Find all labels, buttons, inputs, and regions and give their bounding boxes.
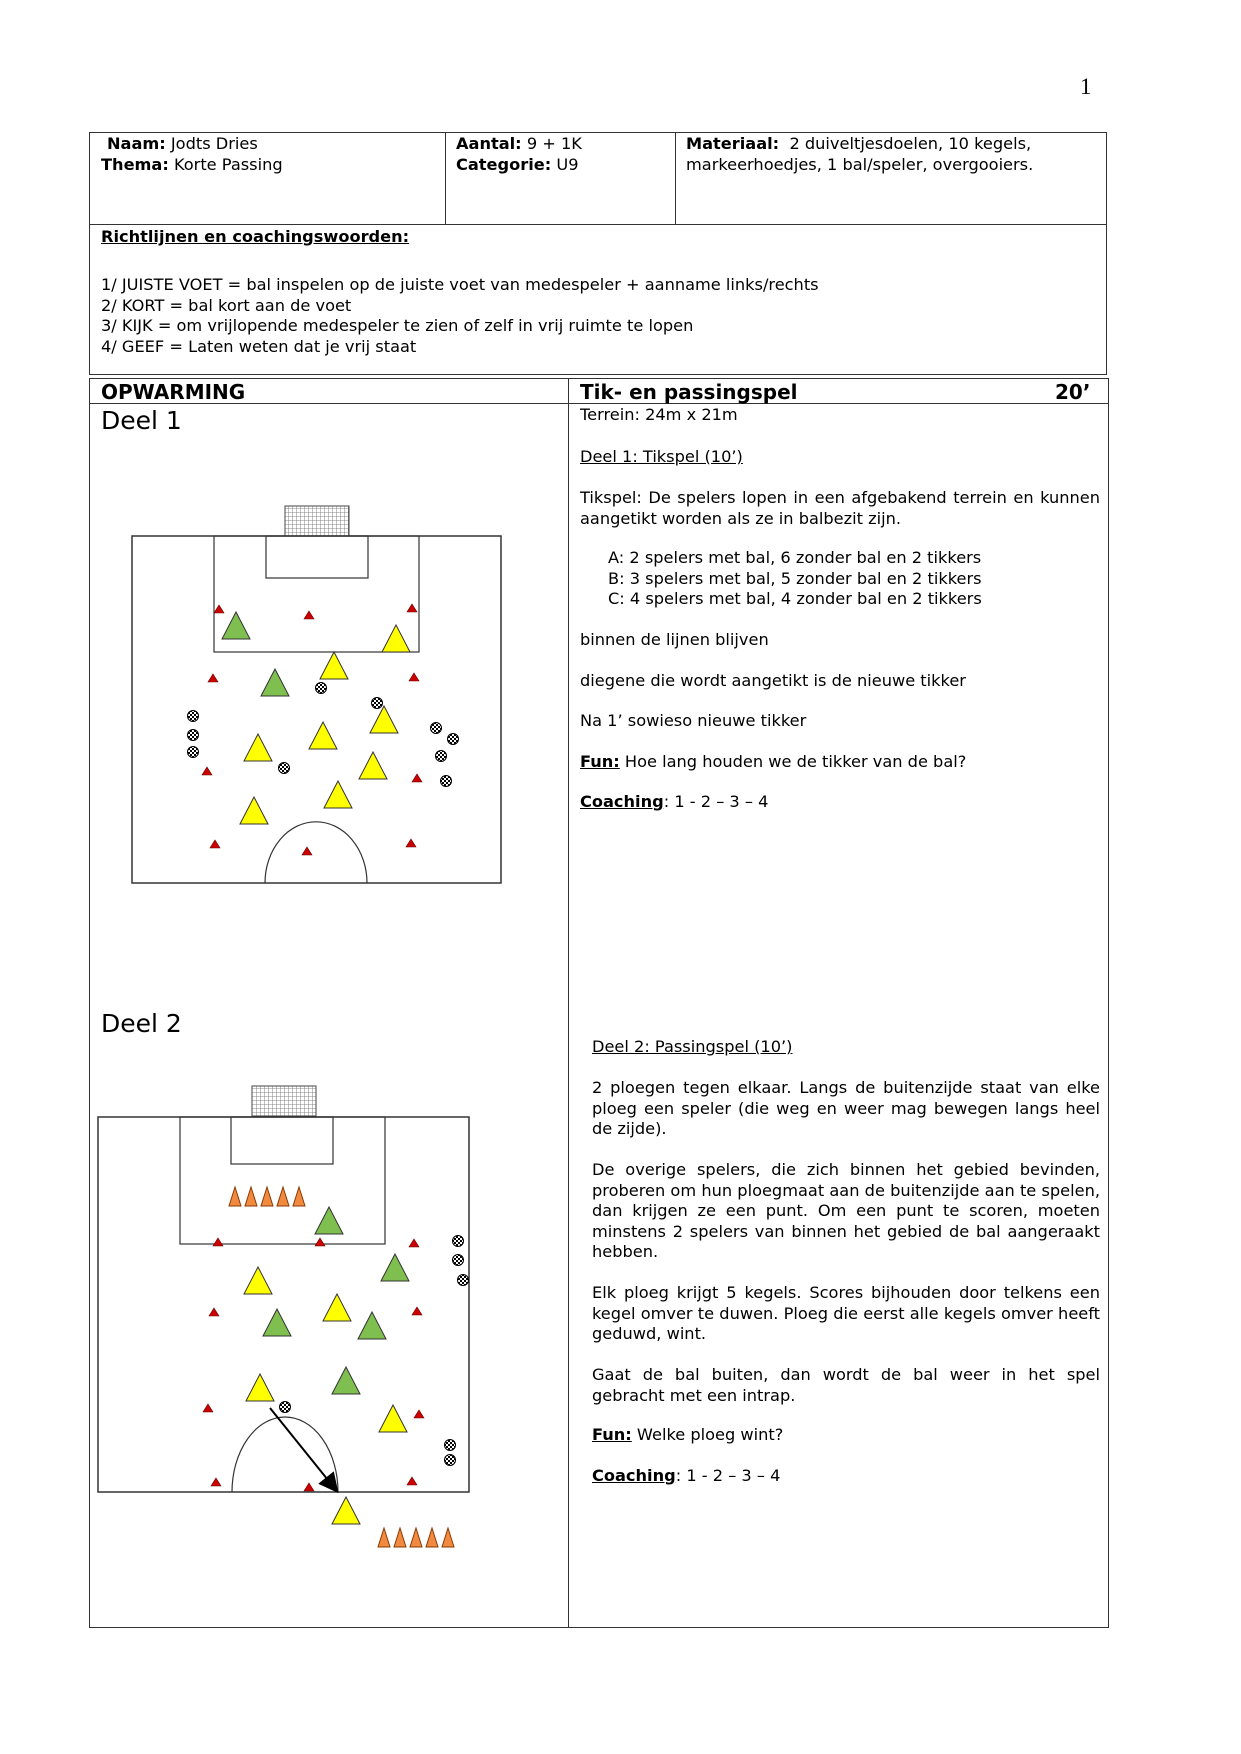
yellow-players: [244, 1267, 407, 1524]
deel1-description: Tikspel: De spelers lopen in een afgebakend terrein en kunnen aangetikt worden als ze in balbezit zijn.: [580, 488, 1100, 528]
deel1-rule-1: binnen de lijnen blijven: [580, 630, 769, 649]
option-item: C: 4 spelers met bal, 4 zonder bal en 2 tikkers: [608, 589, 982, 608]
green-players: [222, 612, 289, 696]
deel1-subtitle: Deel 1: Tikspel (10’): [580, 447, 743, 466]
section-duration: 20’: [1055, 380, 1091, 404]
categorie-field: Categorie: U9: [456, 155, 579, 174]
guideline-item: 4/ GEEF = Laten weten dat je vrij staat: [101, 336, 417, 356]
naam-field: Naam: Jodts Dries: [107, 134, 258, 153]
deel2-paragraph-3: Elk ploeg krijgt 5 kegels. Scores bijhouden door telkens een kegel omver te duwen. Ploeg die eerst alle kegels omver heeft geduwd, wint.: [592, 1283, 1100, 1343]
guideline-item: 1/ JUISTE VOET = bal inspelen op de juiste voet van medespeler + aanname links/rechts: [101, 275, 819, 294]
aantal-field: Aantal: 9 + 1K: [456, 134, 582, 153]
deel1-rule-2: diegene die wordt aangetikt is de nieuwe tikker: [580, 671, 966, 690]
thema-field: Thema: Korte Passing: [101, 155, 283, 174]
option-item: A: 2 spelers met bal, 6 zonder bal en 2 tikkers: [608, 548, 982, 567]
field-outline: [98, 1117, 469, 1492]
cones-team-a: [229, 1187, 305, 1206]
page-number: 1: [1080, 74, 1092, 99]
section-left-title: OPWARMING: [101, 380, 246, 404]
center-arc: [265, 822, 367, 883]
option-item: B: 3 spelers met bal, 5 zonder bal en 2 tikkers: [608, 568, 982, 588]
deel1-rule-3: Na 1’ sowieso nieuwe tikker: [580, 711, 807, 730]
materiaal-line2: markeerhoedjes, 1 bal/speler, overgooiers.: [686, 155, 1034, 174]
deel2-paragraph-1: 2 ploegen tegen elkaar. Langs de buitenzijde staat van elke ploeg een speler (die weg en weer mag bewegen langs heel de zijde).: [592, 1078, 1100, 1138]
deel2-paragraph-2: De overige spelers, die zich binnen het gebied bevinden, proberen om hun ploegmaat aan de buitenzijde aan te spelen, dan krijgen ze een punt. Om een punt te scoren, moeten minstens 2 spelers van binnen het gebied de bal aangeraakt hebben.: [592, 1160, 1100, 1261]
deel1-field-diagram: [120, 500, 510, 900]
goal-net: [285, 506, 349, 536]
deel2-paragraph-4: Gaat de bal buiten, dan wordt de bal weer in het spel gebracht met een intrap.: [592, 1365, 1100, 1405]
deel1-options: [608, 548, 982, 610]
guideline-item: 3/ KIJK = om vrijlopende medespeler te zien of zelf in vrij ruimte te lopen: [101, 316, 694, 335]
deel2-heading: Deel 2: [101, 1009, 182, 1038]
terrein-text: Terrein: 24m x 21m: [580, 405, 738, 424]
yellow-players: [240, 625, 410, 824]
deel2-field-diagram: [90, 1075, 490, 1555]
deel1-heading: Deel 1: [101, 406, 182, 435]
field-outline: [132, 536, 501, 883]
pass-arrow: [270, 1408, 336, 1490]
guidelines-title: Richtlijnen en coachingswoorden:: [101, 227, 410, 246]
deel2-coaching: Coaching: 1 - 2 – 3 – 4: [592, 1466, 781, 1485]
deel1-fun: Fun: Hoe lang houden we de tikker van de bal?: [580, 752, 967, 771]
center-arc: [232, 1417, 338, 1492]
goal-area: [231, 1117, 333, 1164]
guidelines-list: [101, 275, 819, 357]
deel1-coaching: Coaching: 1 - 2 – 3 – 4: [580, 792, 769, 811]
cones-team-b: [378, 1528, 454, 1547]
guideline-item: 2/ KORT = bal kort aan de voet: [101, 295, 352, 315]
goal-net: [252, 1086, 316, 1116]
materiaal-field: Materiaal: 2 duiveltjesdoelen, 10 kegels,: [686, 134, 1032, 153]
deel2-fun: Fun: Welke ploeg wint?: [592, 1425, 784, 1444]
goal-area: [266, 536, 368, 578]
penalty-area: [180, 1117, 385, 1244]
section-right-title: Tik- en passingspel: [580, 380, 798, 404]
balls: [280, 1236, 469, 1466]
deel2-subtitle: Deel 2: Passingspel (10’): [592, 1037, 793, 1056]
